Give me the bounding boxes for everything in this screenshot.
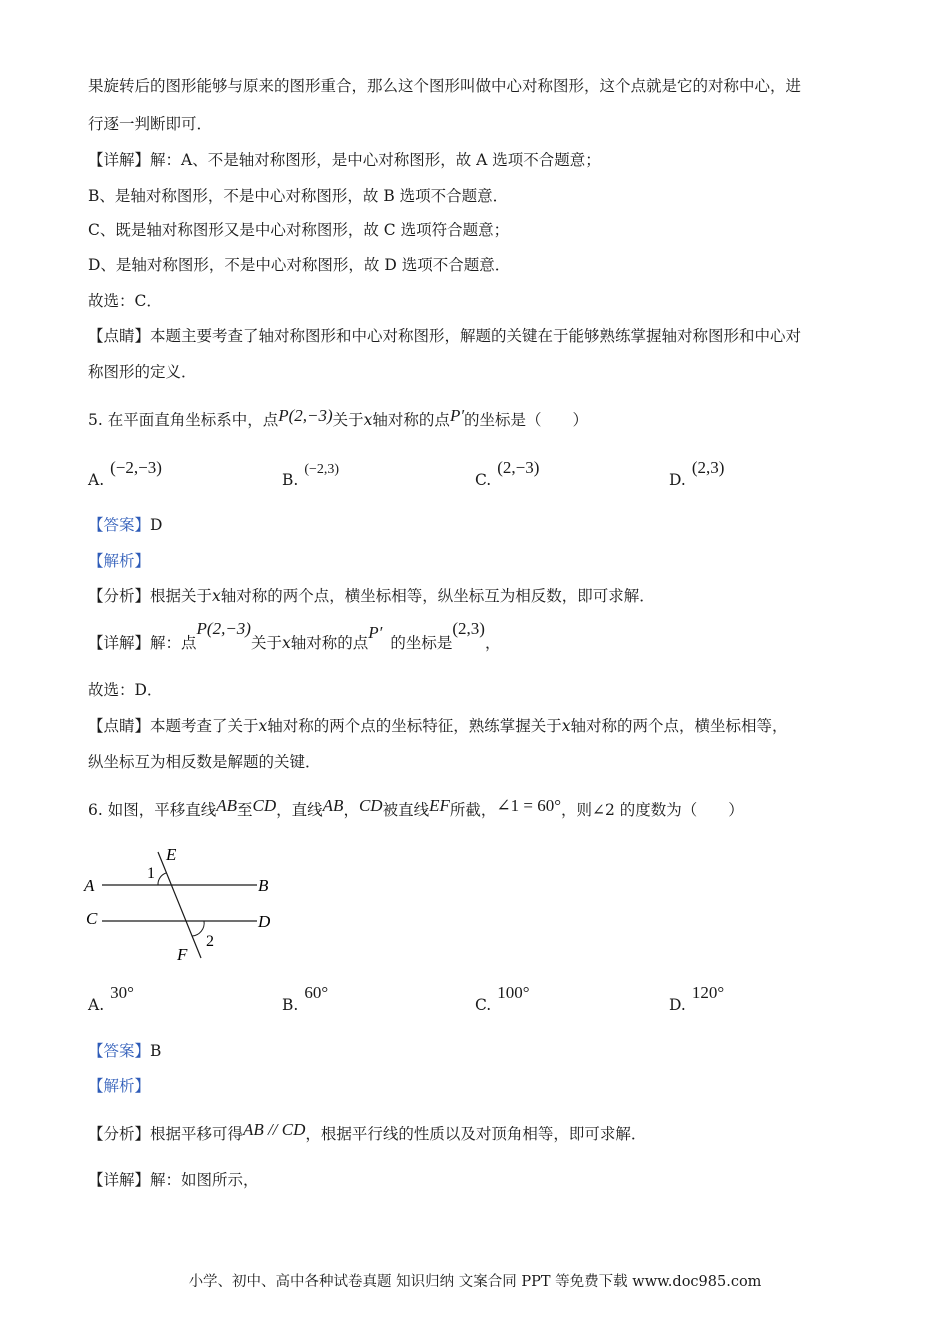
x-var: x [258,717,268,735]
detail-text: 解：如图所示， [150,1171,259,1189]
comment-text: 本题考查了关于 [150,717,259,735]
label-a: A [84,876,95,895]
q6-text: ， [343,801,359,819]
detail-text: 轴对称的点 [290,634,369,652]
option-value: (−2,−3) [110,458,162,477]
q5-text: 的坐标是（ ） [464,411,589,429]
detail-label: 【详解】 [88,634,151,652]
detail-text: 关于 [250,634,282,652]
detail-text: ， [484,634,501,652]
fenxi-text: 根据平移可得 [150,1125,244,1143]
angle-1-value: ∠1 = 60° [496,796,562,815]
answer-value: D [150,516,163,534]
q6-text: 所截， [449,801,497,819]
label-e: E [166,845,177,864]
angle-1-arc [158,873,166,885]
choose-line: 故选：C． [88,292,162,310]
q6-text: 6. 如图，平移直线 [88,801,217,819]
x-var: x [281,634,291,652]
angle-2-arc [192,921,204,936]
q6-text: ，直线 [276,801,323,819]
point-p: P(2,−3) [196,619,251,638]
option-letter: B. [282,996,299,1014]
answer-label: 【答案】 [88,516,151,534]
option-letter: A. [88,471,105,489]
label-b: B [258,876,269,895]
q6-text: 被直线 [382,801,430,819]
option-value: 30° [110,983,134,1002]
parallel-lines-figure [80,840,300,970]
q6-answer [88,1041,161,1061]
comment-text: 轴对称的两个点的坐标特征，熟练掌握关于 [267,717,562,735]
option-letter: C. [475,996,492,1014]
comment-label: 【点睛】 [88,327,151,345]
detail-label: 【详解】 [88,151,151,169]
q5-analysis-label: 【解析】 [88,552,151,570]
q6-analysis-label: 【解析】 [88,1077,151,1095]
q5-answer [88,515,162,535]
option-value: (−2,3) [304,462,340,477]
q5-comment [88,716,788,736]
q5-choose: 故选：D． [88,681,163,699]
fenxi-text: 根据关于 [150,587,213,605]
option-value: (2,3) [691,458,725,477]
line-cd: CD [358,796,383,815]
option-value: 60° [304,983,329,1002]
line-ab: AB [322,796,344,815]
q5-text: 轴对称的点 [372,411,450,429]
comment-text: 本题主要考查了轴对称图形和中心对称图形，解题的关键在于能够熟练掌握轴对称图形和中心对 [150,327,802,345]
detail-text: 的坐标是 [390,634,453,652]
x-var: x [561,717,571,735]
question-6-stem [88,796,744,820]
line-ef-segment [158,852,201,958]
option-letter: D. [669,471,686,489]
q6-option-d[interactable] [669,983,725,1015]
q5-detail [88,619,501,653]
q6-text: ，则∠2 的度数为（ ） [561,801,744,819]
detail-text: 解：点 [150,634,197,652]
answer-label: 【答案】 [88,1042,151,1060]
detail-label: 【详解】 [88,1171,151,1189]
fenxi-text: 轴对称的两个点，横坐标相等，纵坐标互为相反数，即可求解． [220,587,655,605]
detail-line [88,150,601,170]
parallel-relation: AB // CD [243,1120,306,1139]
question-5-stem [88,406,589,430]
option-c-analysis: C、既是轴对称图形又是中心对称图形，故 C 选项符合题意； [88,221,510,239]
comment-text: 轴对称的两个点，横坐标相等， [570,717,788,735]
option-letter: D. [669,996,686,1014]
q5-option-b[interactable] [282,462,340,492]
option-d-analysis: D、是轴对称图形，不是中心对称图形，故 D 选项不合题意． [88,256,511,274]
q5-option-d[interactable] [669,458,725,490]
comment-line [88,326,801,346]
q6-text: 至 [237,801,253,819]
paragraph-line: 果旋转后的图形能够与原来的图形重合，那么这个图形叫做中心对称图形，这个点就是它的对称中心，进 [88,77,802,95]
label-angle-2: 2 [206,933,214,950]
q5-text: 关于 [332,411,364,429]
x-var: x [363,411,373,429]
q6-fenxi [88,1120,647,1144]
q5-text: 5. 在平面直角坐标系中，点 [88,411,279,429]
q6-detail [88,1170,259,1190]
comment-line-2: 称图形的定义． [88,363,197,381]
q5-option-a[interactable] [88,458,162,490]
option-value: 100° [497,983,530,1002]
point-p-prime: P′ [368,623,383,642]
fenxi-text: ，根据平行线的性质以及对顶角相等，即可求解． [305,1125,647,1143]
answer-value: B [150,1042,162,1060]
line-ab: AB [216,796,237,815]
option-b-analysis: B、是轴对称图形，不是中心对称图形，故 B 选项不合题意． [88,187,509,205]
label-c: C [86,909,98,928]
x-var: x [212,587,221,605]
line-cd: CD [252,796,277,815]
option-value: (2,−3) [497,458,540,477]
page-footer: 小学、初中、高中各种试卷真题 知识归纳 文案合同 PPT 等免费下载 www.doc985.com [188,1274,762,1290]
q5-option-c[interactable] [475,458,540,490]
option-letter: A. [88,996,105,1014]
line-ef: EF [429,796,450,815]
option-letter: C. [475,471,492,489]
q5-comment-2: 纵坐标互为相反数是解题的关键． [88,753,321,771]
point-p: P(2,−3) [278,406,333,425]
option-value: 120° [691,983,725,1002]
q6-option-b[interactable] [282,983,329,1015]
comment-label: 【点睛】 [88,717,151,735]
point-p-prime: P′ [449,406,465,425]
label-angle-1: 1 [147,865,155,882]
q6-option-c[interactable] [475,983,530,1015]
detail-text: 解：A、不是轴对称图形，是中心对称图形，故 A 选项不合题意； [150,151,601,169]
label-f: F [177,945,188,964]
paragraph-line: 行逐一判断即可． [88,115,213,133]
fenxi-label: 【分析】 [88,1125,151,1143]
label-d: D [258,912,271,931]
coordinate: (2,3) [452,619,485,638]
q5-fenxi [88,586,655,606]
fenxi-label: 【分析】 [88,587,151,605]
option-letter: B. [282,471,299,489]
q6-option-a[interactable] [88,983,134,1015]
